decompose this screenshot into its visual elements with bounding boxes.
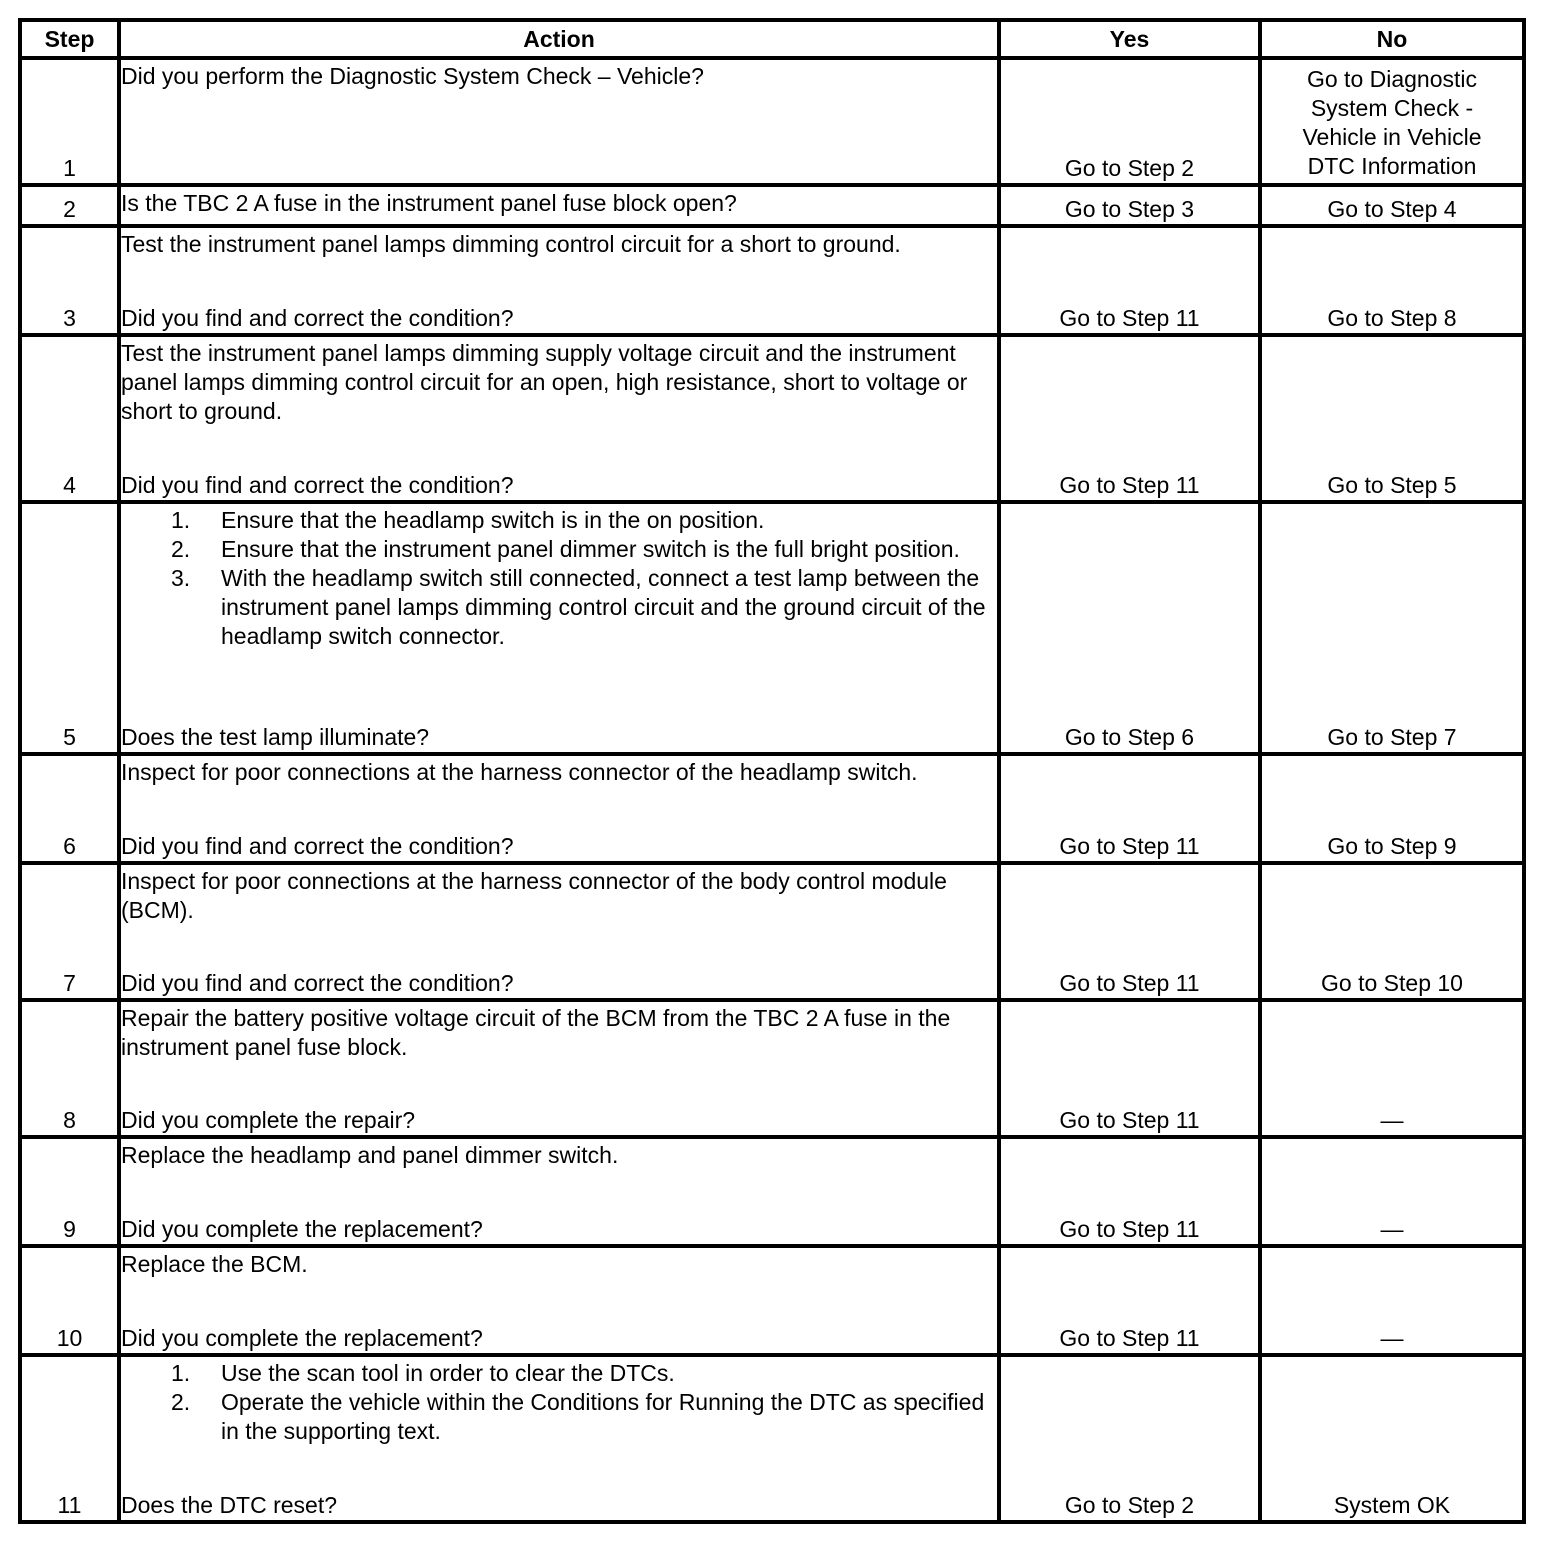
yes-result: Go to Step 2 <box>999 58 1260 185</box>
action-question: Does the DTC reset? <box>121 1492 338 1518</box>
no-result: Go to Step 9 <box>1260 754 1524 863</box>
list-item-text: Use the scan tool in order to clear the DTCs. <box>221 1360 675 1386</box>
action-question: Did you find and correct the condition? <box>121 305 514 331</box>
table-row <box>20 502 1524 754</box>
action-text: Replace the BCM. <box>121 1251 308 1277</box>
step-number: 4 <box>20 335 119 502</box>
step-number: 10 <box>20 1246 119 1355</box>
diagnostic-table <box>18 18 1526 1524</box>
header-no: No <box>1260 20 1524 58</box>
no-result: Go to Step 5 <box>1260 335 1524 502</box>
action-cell <box>119 502 999 754</box>
no-result: — <box>1260 1000 1524 1137</box>
list-item <box>121 1388 997 1446</box>
list-item-number: 1. <box>171 1360 191 1386</box>
step-number: 11 <box>20 1355 119 1522</box>
step-number: 1 <box>20 58 119 185</box>
action-cell <box>119 1246 999 1355</box>
list-item-text: Operate the vehicle within the Conditions for Running the DTC as specified in the supporting text. <box>221 1389 985 1444</box>
table-row <box>20 863 1524 1000</box>
table-row <box>20 1246 1524 1355</box>
table-row <box>20 226 1524 335</box>
action-text: Test the instrument panel lamps dimming control circuit for a short to ground. <box>121 231 901 257</box>
table-row <box>20 335 1524 502</box>
yes-result: Go to Step 3 <box>999 185 1260 226</box>
yes-result: Go to Step 11 <box>999 863 1260 1000</box>
procedure-list <box>121 506 997 651</box>
yes-result: Go to Step 2 <box>999 1355 1260 1522</box>
yes-result: Go to Step 11 <box>999 1137 1260 1246</box>
action-text: Inspect for poor connections at the harness connector of the headlamp switch. <box>121 759 918 785</box>
no-result: Go to Step 10 <box>1260 863 1524 1000</box>
list-item <box>121 1359 997 1388</box>
table-row <box>20 1137 1524 1246</box>
step-number: 7 <box>20 863 119 1000</box>
list-item <box>121 506 997 535</box>
action-text: Did you perform the Diagnostic System Check – Vehicle? <box>121 63 704 89</box>
action-cell <box>119 335 999 502</box>
step-number: 9 <box>20 1137 119 1246</box>
no-result: — <box>1260 1137 1524 1246</box>
table-row <box>20 1355 1524 1522</box>
action-text: Inspect for poor connections at the harness connector of the body control module (BCM). <box>121 868 954 923</box>
table-row <box>20 1000 1524 1137</box>
no-result: Go to Step 4 <box>1260 185 1524 226</box>
action-question: Does the test lamp illuminate? <box>121 724 430 750</box>
action-cell <box>119 58 999 185</box>
list-item-text: Ensure that the instrument panel dimmer switch is the full bright position. <box>221 536 960 562</box>
action-text: Test the instrument panel lamps dimming supply voltage circuit and the instrument panel lamps dimming control circuit for an open, high resistance, short to voltage or short to ground. <box>121 340 974 424</box>
action-question: Did you complete the replacement? <box>121 1325 483 1351</box>
header-step: Step <box>20 20 119 58</box>
action-cell <box>119 185 999 226</box>
yes-result: Go to Step 11 <box>999 1246 1260 1355</box>
action-cell <box>119 754 999 863</box>
header-action: Action <box>119 20 999 58</box>
step-number: 6 <box>20 754 119 863</box>
action-question: Did you complete the repair? <box>121 1107 416 1133</box>
step-number: 2 <box>20 185 119 226</box>
list-item <box>121 564 997 651</box>
table-row <box>20 754 1524 863</box>
list-item-number: 2. <box>171 1389 191 1415</box>
no-result: Go to Step 7 <box>1260 502 1524 754</box>
yes-result: Go to Step 11 <box>999 226 1260 335</box>
list-item <box>121 535 997 564</box>
table-row <box>20 58 1524 185</box>
action-question: Did you complete the replacement? <box>121 1216 483 1242</box>
step-number: 5 <box>20 502 119 754</box>
list-item-text: With the headlamp switch still connected, connect a test lamp between the instrument panel lamps dimming control circuit and the ground circuit of the headlamp switch connector. <box>221 565 986 649</box>
step-number: 3 <box>20 226 119 335</box>
yes-result: Go to Step 11 <box>999 335 1260 502</box>
yes-result: Go to Step 6 <box>999 502 1260 754</box>
action-cell <box>119 863 999 1000</box>
no-result: System OK <box>1260 1355 1524 1522</box>
header-row <box>20 20 1524 58</box>
procedure-list <box>121 1359 997 1446</box>
list-item-number: 2. <box>171 536 191 562</box>
action-question: Did you find and correct the condition? <box>121 472 514 498</box>
list-item-number: 1. <box>171 507 191 533</box>
yes-result: Go to Step 11 <box>999 1000 1260 1137</box>
action-cell <box>119 1355 999 1522</box>
action-question: Did you find and correct the condition? <box>121 970 514 996</box>
action-text: Is the TBC 2 A fuse in the instrument panel fuse block open? <box>121 190 737 216</box>
action-cell <box>119 226 999 335</box>
action-cell <box>119 1137 999 1246</box>
header-yes: Yes <box>999 20 1260 58</box>
step-number: 8 <box>20 1000 119 1137</box>
no-result: — <box>1260 1246 1524 1355</box>
action-question: Did you find and correct the condition? <box>121 833 514 859</box>
table-row <box>20 185 1524 226</box>
action-cell <box>119 1000 999 1137</box>
no-result: Go to Step 8 <box>1260 226 1524 335</box>
yes-result: Go to Step 11 <box>999 754 1260 863</box>
list-item-number: 3. <box>171 565 191 591</box>
no-result: Go to Diagnostic System Check - Vehicle in Vehicle DTC Information <box>1260 58 1524 185</box>
list-item-text: Ensure that the headlamp switch is in the on position. <box>221 507 765 533</box>
action-text: Replace the headlamp and panel dimmer switch. <box>121 1142 619 1168</box>
action-text: Repair the battery positive voltage circuit of the BCM from the TBC 2 A fuse in the instrument panel fuse block. <box>121 1005 957 1060</box>
